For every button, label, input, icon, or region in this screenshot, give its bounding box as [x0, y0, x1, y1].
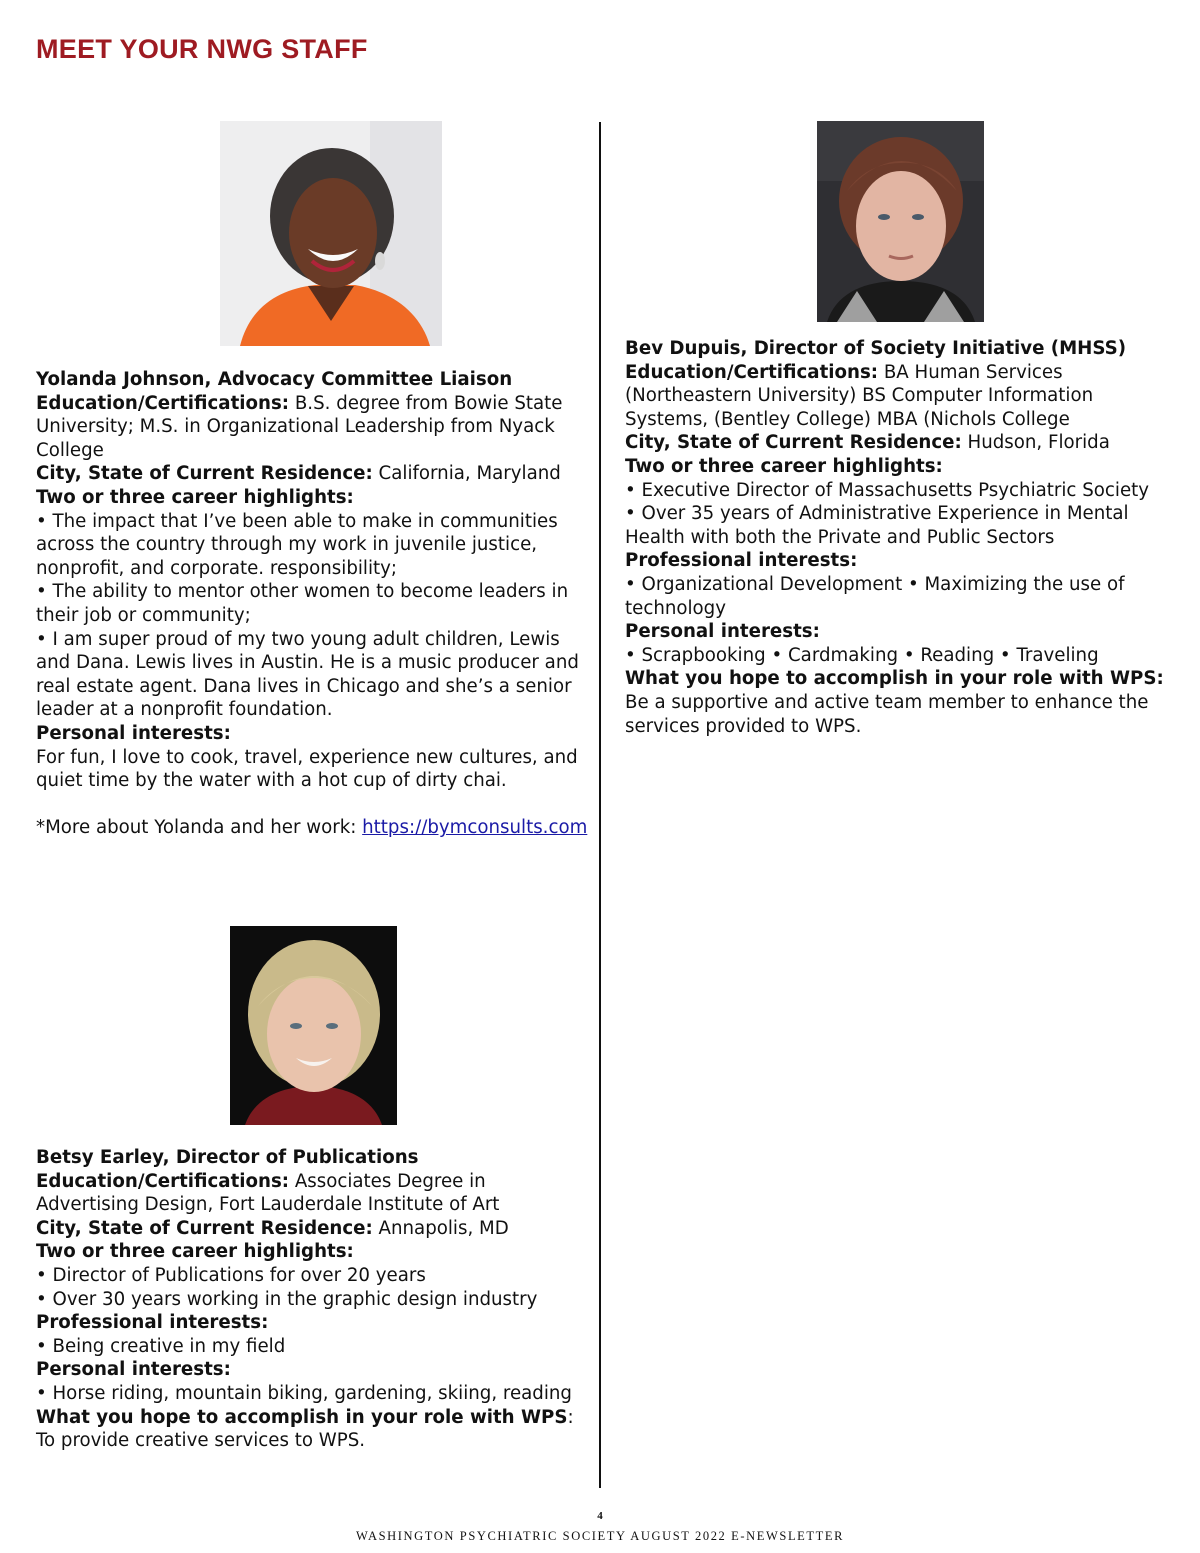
residence-value: Hudson, Florida: [961, 432, 1110, 454]
more-info-entry: [36, 816, 592, 840]
highlight-item: • Director of Publications for over 20 years: [36, 1264, 426, 1286]
betsy-photo: [230, 926, 397, 1125]
role-hope-entry: [36, 1406, 592, 1430]
role-hope-label: What you hope to accomplish in your role with WPS:: [625, 668, 1164, 690]
paragraph-spacer: [36, 793, 592, 817]
education-entry: [625, 361, 1173, 432]
highlight-item: • Executive Director of Massachusetts Psychiatric Society: [625, 479, 1150, 501]
more-info-link[interactable]: https://bymconsults.com: [362, 817, 588, 839]
highlight-item: • Over 35 years of Administrative Experience in Mental Health with both the Private and Public Sectors: [625, 503, 1129, 548]
role-hope-value: To provide creative services to WPS.: [36, 1430, 366, 1452]
residence-value: Annapolis, MD: [372, 1217, 509, 1239]
residence-value: California, Maryland: [372, 463, 561, 485]
professional-interests-value: • Being creative in my field: [36, 1335, 286, 1357]
residence-label: City, State of Current Residence:: [625, 432, 962, 454]
yolanda-photo: [220, 121, 442, 346]
highlights-label: Two or three career highlights:: [36, 486, 354, 508]
professional-interests-label: Professional interests:: [36, 1312, 269, 1334]
highlight-item: • Over 30 years working in the graphic design industry: [36, 1288, 538, 1310]
highlight-item: • The ability to mentor other women to become leaders in their job or community;: [36, 581, 569, 626]
personal-interests-value: For fun, I love to cook, travel, experience new cultures, and quiet time by the water with a hot cup of dirty chai.: [36, 746, 578, 792]
education-value: Associates Degree in Advertising Design, Fort Lauderdale Institute of Art: [36, 1170, 500, 1216]
professional-interests-value: • Organizational Development • Maximizing the use of technology: [625, 573, 1125, 619]
role-hope-label: What you hope to accomplish in your role with WPS: [36, 1406, 568, 1428]
highlights-label: Two or three career highlights:: [625, 455, 943, 477]
bev-bio: [625, 337, 1173, 738]
bev-photo: [817, 121, 984, 322]
education-value: BA Human Services (Northeastern University) BS Computer Information Systems, (Bentley College) MBA (Nichols College: [625, 361, 1094, 430]
residence-entry: [36, 462, 592, 486]
professional-interests-label: Professional interests:: [625, 550, 858, 572]
personal-interests-value: • Scrapbooking • Cardmaking • Reading • Traveling: [625, 644, 1099, 666]
betsy-bio: [36, 1146, 592, 1453]
residence-entry: [36, 1217, 592, 1241]
role-hope-value: Be a supportive and active team member to enhance the services provided to WPS.: [625, 691, 1149, 737]
staff-name-title: Betsy Earley, Director of Publications: [36, 1147, 419, 1168]
more-info-text: *More about Yolanda and her work:: [36, 817, 363, 839]
role-hope-colon: :: [567, 1406, 574, 1428]
page-title: MEET YOUR NWG STAFF: [36, 34, 368, 64]
education-entry: [36, 392, 592, 463]
residence-label: City, State of Current Residence:: [36, 463, 373, 485]
residence-label: City, State of Current Residence:: [36, 1217, 373, 1239]
page-number: 4: [597, 1510, 603, 1522]
yolanda-bio: [36, 368, 592, 840]
personal-interests-label: Personal interests:: [36, 1359, 231, 1381]
education-label: Education/Certifications:: [36, 392, 290, 414]
education-label: Education/Certifications:: [36, 1170, 290, 1192]
highlight-item: • The impact that I’ve been able to make in communities across the country through my work in juvenile justice, nonprofit, and corporate. responsibility;: [36, 510, 558, 579]
staff-name-title: Bev Dupuis, Director of Society Initiative (MHSS): [625, 338, 1127, 359]
highlights-label: Two or three career highlights:: [36, 1241, 354, 1263]
highlight-item: • I am super proud of my two young adult children, Lewis and Dana. Lewis lives in Austin. He is a music producer and real estate agent. Dana lives in Chicago and she’s a senior leader at a nonprofit foundation.: [36, 628, 579, 721]
personal-interests-value: • Horse riding, mountain biking, gardening, skiing, reading: [36, 1382, 572, 1404]
personal-interests-label: Personal interests:: [36, 722, 231, 744]
column-divider: [599, 122, 601, 1488]
newsletter-footer: WASHINGTON PSYCHIATRIC SOCIETY AUGUST 2022 E-NEWSLETTER: [355, 1529, 845, 1543]
residence-entry: [625, 431, 1173, 455]
education-label: Education/Certifications:: [625, 361, 879, 383]
education-entry: [36, 1170, 592, 1217]
personal-interests-label: Personal interests:: [625, 621, 820, 643]
staff-name-title: Yolanda Johnson, Advocacy Committee Liaison: [36, 369, 513, 390]
education-value: B.S. degree from Bowie State University; M.S. in Organizational Leadership from Nyack College: [36, 392, 563, 461]
